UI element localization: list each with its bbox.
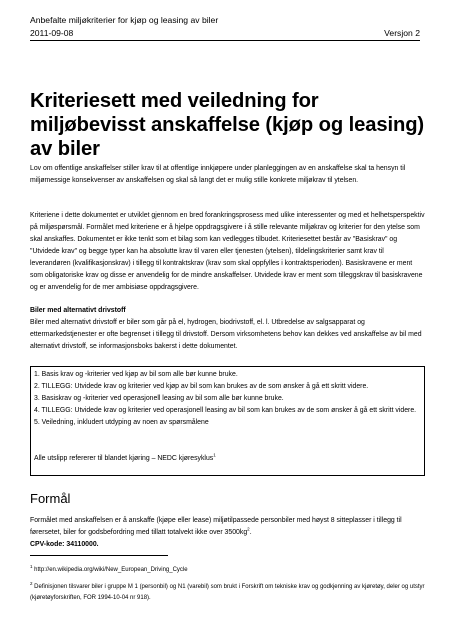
header-title: Anbefalte miljøkriterier for kjøp og leasing av biler [30,15,219,25]
footnote-link[interactable]: http://en.wikipedia.org/wiki/New_European_Driving_Cycle [32,567,188,573]
cpv-code: CPV-kode: 34110000. [30,541,99,548]
footnote-ref-1: 1 [213,452,216,458]
box-item: 2. TILLEGG: Utvidede krav og kriterier ved kjøp av bil som kan brukes av de som ønsker å gå ett skritt videre. [34,383,369,390]
footnote-number: 1 [30,564,33,569]
footnote-1 [30,565,430,576]
footnote-text: Definisjonen tilsvarer biler i gruppe M 1 (personbil) og N1 (varebil) som brukt i Forskrift om tekniske krav og godkjenning av kjøretøy, deler og utstyr (kjøretøyforskriften, FOR 1994-10-04 nr 918). [30,584,425,601]
header-version: Versjon 2 [384,28,420,38]
box-note-text: Alle utslipp refererer til blandet kjøring – NEDC kjøresyklus [34,455,214,462]
intro-paragraph: Lov om offentlige anskaffelser stiller krav til at offentlige innkjøpere under planleggingen av en anskaffelse skal ta hensyn til miljømessige konsekvenser av anskaffelsen og skal så langt det er mulig stille konkrete miljøkrav til ytelsen. [30,165,406,184]
box-item: 1. Basis krav og -kriterier ved kjøp av bil som alle bør kunne bruke. [34,371,238,378]
header-divider [30,40,420,41]
footnote-ref-2: 2 [247,526,250,532]
footnote-2 [30,582,430,604]
box-item: 5. Veiledning, inkludert utdyping av noen av spørsmålene [34,419,209,426]
contents-box [30,366,425,476]
criteria-paragraph: Kriteriene i dette dokumentet er utviklet gjennom en bred forankringsprosess med ulike interessenter og med et helhetsperspektiv på miljøspørsmål. Formålet med kriteriene er å hjelpe oppdragsgivere i å stille relevante miljøkrav og kriterier for den ytelse som skal anskaffes. Dokumentet er ikke tenkt som et bilag som kan vedlegges tilbudet. Kriteriesettet består av "Basiskrav" og "Utvidede krav" og begge typer kan ha absolutte krav til varen eller tjenesten (ytelsen), tildelingskriterier samt krav til leverandøren (kvalifikasjonskrav) i tillegg til kontraktskrav (krav som skal oppfylles i kontraktsperioden). Basiskravene er ment som obligatoriske krav og disse er anvendelig for de mindre anskaffelser. Utvidede krav er ment som tilleggskrav til basiskravene og er anvendelig for de mer ambisiøse oppdragsgivere. [30,212,425,291]
alt-fuel-text: Biler med alternativt drivstoff er biler som går på el, hydrogen, biodrivstoff, el. l. Utbredelse av salgsapparat og ettermarkedstjenester er ofte begrenset i tillegg til drivstoff. Dersom virksomhetens behov kan dekkes ved anskaffelse av bil med alternativt drivstoff, se informasjonsboks bakerst i dette dokumentet. [30,319,422,350]
formal-text: Formålet med anskaffelsen er å anskaffe (kjøpe eller lease) miljøtilpassede personbiler med høyst 8 sitteplasser i tillegg til førersetet, biler for godsbefordring med tillatt totalvekt ikke over 3500kg [30,517,402,536]
alt-fuel-section [30,305,426,353]
formal-paragraph [30,515,426,551]
box-item: 3. Basiskrav og -kriterier ved operasjonell leasing av bil som alle bør kunne bruke. [34,395,284,402]
footnote-number: 2 [30,581,33,586]
box-item: 4. TILLEGG: Utvidede krav og kriterier ved operasjonell leasing av bil som kan brukes av de som ønsker å gå ett skritt videre. [34,407,417,414]
alt-fuel-label: Biler med alternativt drivstoff [30,307,126,314]
formal-text-end: . [249,529,252,536]
document-title: Kriteriesett med veiledning for miljøbevisst anskaffelse (kjøp og leasing) av biler [30,90,425,160]
header-date: 2011-09-08 [30,28,74,38]
box-note [34,453,216,465]
footnote-divider [30,555,168,556]
section-heading-formal: Formål [30,491,71,506]
